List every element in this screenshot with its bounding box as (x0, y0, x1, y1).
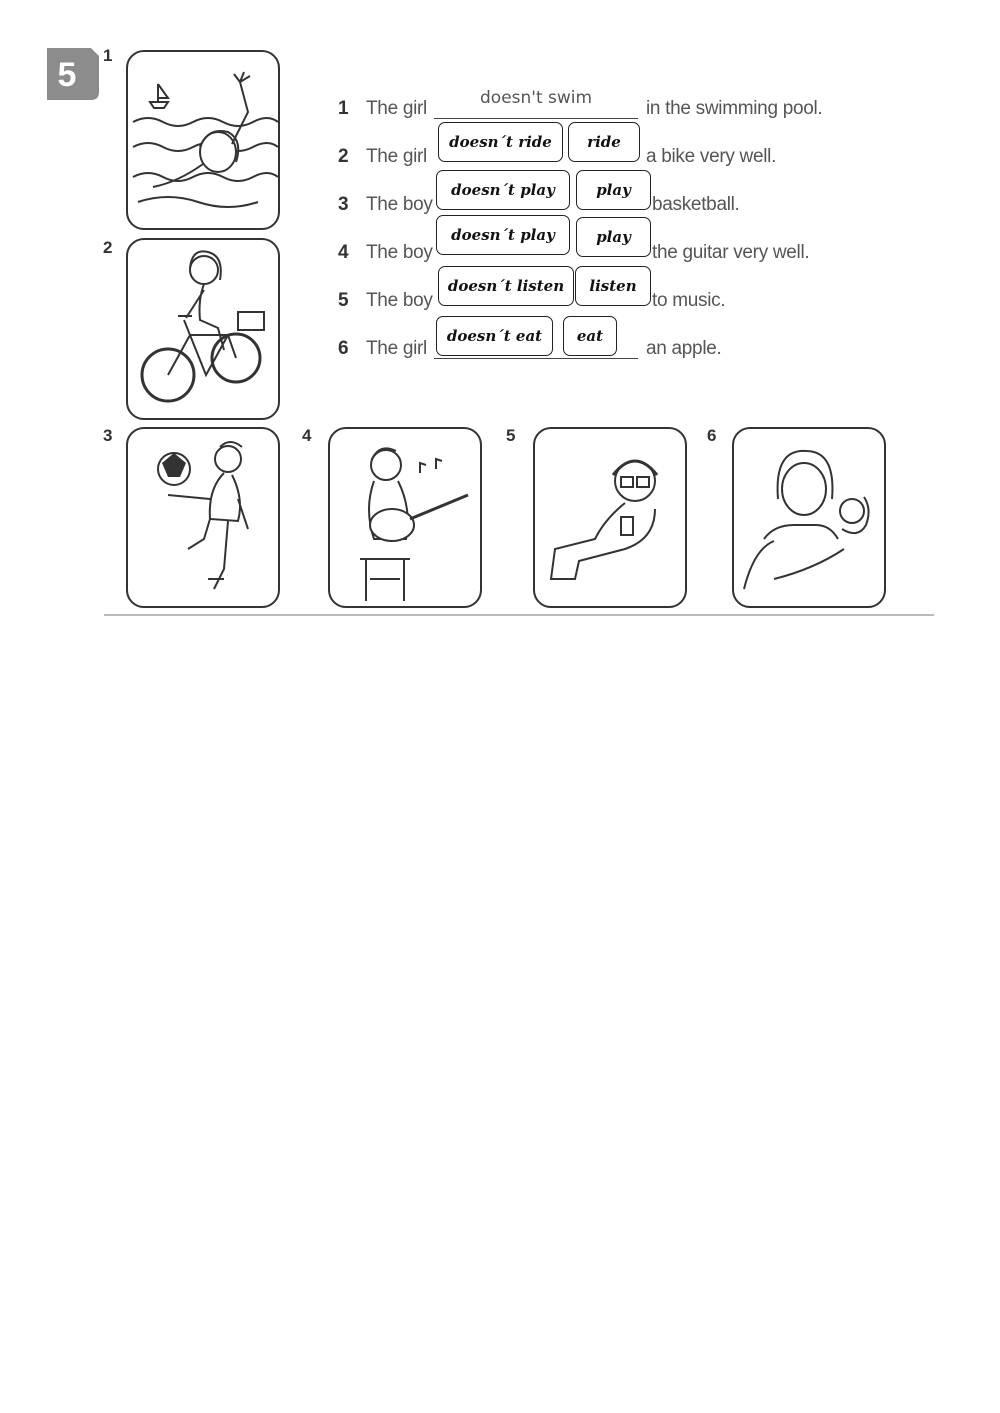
sentence-subject: The boy (366, 194, 433, 215)
sentence-number: 1 (338, 98, 349, 119)
sentence-number: 2 (338, 146, 349, 167)
picture-label-6: 6 (707, 426, 717, 445)
answer-box-6-verb[interactable]: eat (563, 316, 617, 356)
boy-playing-guitar-icon (328, 427, 482, 608)
answer-box-5-negative[interactable]: doesn´t listen (438, 266, 574, 306)
sentence-rest: basketball. (652, 194, 740, 215)
sentence-number: 5 (338, 290, 349, 311)
exercise-number: 5 (57, 56, 77, 94)
picture-label-2: 2 (103, 238, 113, 257)
answer-box-6-negative[interactable]: doesn´t eat (436, 316, 553, 356)
girl-riding-bike-icon (126, 238, 280, 420)
bottom-divider (104, 614, 934, 616)
boy-listening-music-icon (533, 427, 687, 608)
sentence-number: 4 (338, 242, 349, 263)
boy-playing-football-icon (126, 427, 280, 608)
picture-label-1: 1 (103, 46, 113, 65)
sentence-number: 6 (338, 338, 349, 359)
girl-swimming-icon (126, 50, 280, 230)
answer-box-4-negative[interactable]: doesn´t play (436, 215, 570, 255)
sentence-rest: to music. (652, 290, 726, 311)
answer-box-3-verb[interactable]: play (576, 170, 651, 210)
sentence-subject: The boy (366, 242, 433, 263)
sentence-rest: a bike very well. (646, 146, 777, 167)
answer-box-2-negative[interactable]: doesn´t ride (438, 122, 563, 162)
picture-label-4: 4 (302, 426, 312, 445)
exercise-number-badge (47, 48, 99, 100)
sentence-number: 3 (338, 194, 349, 215)
example-answer: doesn't swim (480, 88, 593, 108)
sentence-subject: The boy (366, 290, 433, 311)
sentence-rest: in the swimming pool. (646, 98, 823, 119)
picture-label-5: 5 (506, 426, 516, 445)
answer-box-4-verb[interactable]: play (576, 217, 651, 257)
example-answer-line (434, 88, 638, 119)
sentence-subject: The girl (366, 338, 427, 359)
answer-box-3-negative[interactable]: doesn´t play (436, 170, 570, 210)
sentence-subject: The girl (366, 98, 427, 119)
sentence-rest: an apple. (646, 338, 722, 359)
sentence-rest: the guitar very well. (652, 242, 810, 263)
sentence-subject: The girl (366, 146, 427, 167)
girl-eating-apple-icon (732, 427, 886, 608)
picture-label-3: 3 (103, 426, 113, 445)
answer-box-2-verb[interactable]: ride (568, 122, 640, 162)
answer-box-5-verb[interactable]: listen (575, 266, 651, 306)
